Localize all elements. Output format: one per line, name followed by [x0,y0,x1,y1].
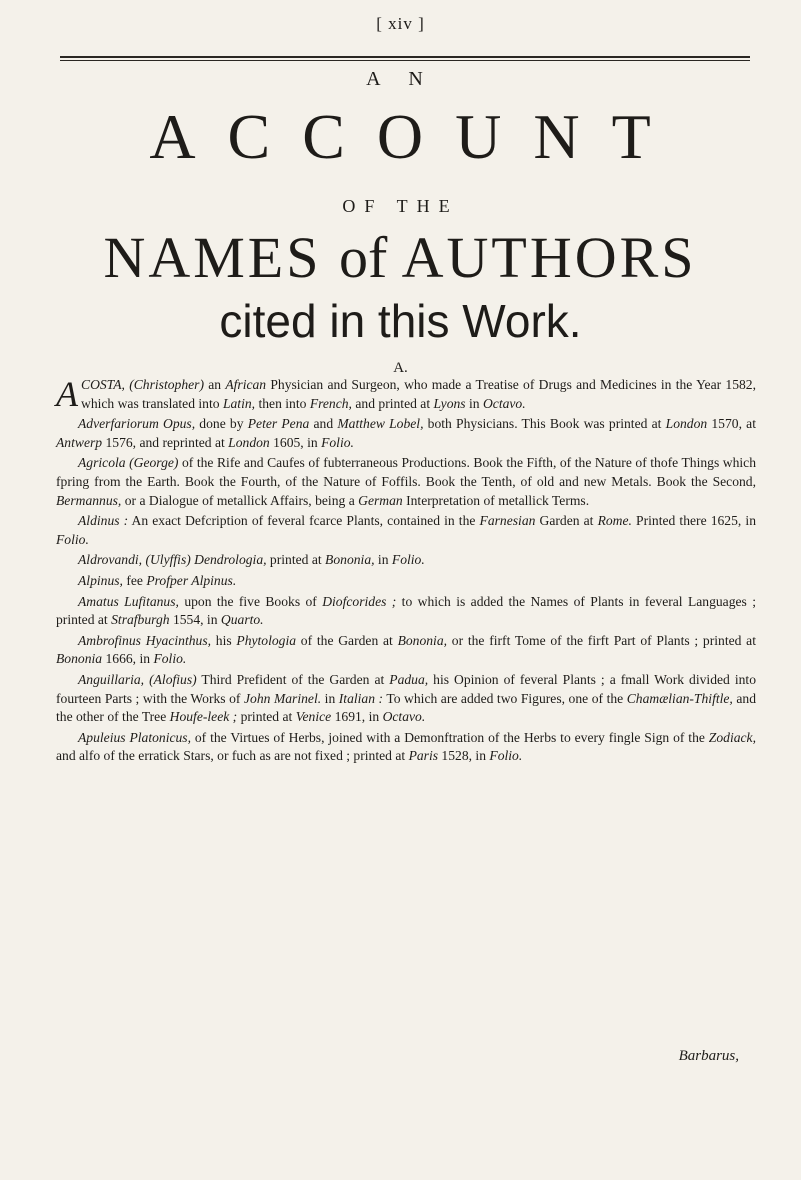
entry-italic-text: African [225,377,267,392]
entry-text: 1605, in [269,434,322,450]
title-word-authors: AUTHORS [401,225,697,290]
entry-text: then into [255,395,310,411]
entry-italic-text: Quarto. [220,612,264,628]
entry-italic-text: Zodiack, [708,729,756,745]
entry-italic-text: Folio. [391,552,425,568]
entry-text: in [374,552,392,568]
entry-text: of the Rife and Caufes of fubterraneous Productions. Book the Fifth, of the Nature of thofe Things which fpring from the Earth. Book the Fourth, of the Nature of Foffils. Book the Tenth, of old and new Metals. Book the Second, [56,455,757,489]
entry-italic-text: Folio. [489,748,523,764]
title-line-cited: cited in this Work. [219,295,582,347]
entry-italic-text: Farnesian [479,513,536,529]
entry-italic-text: John Marinel. [243,690,322,706]
entry-text: Interpretation of metallick Terms. [402,492,590,508]
entry-italic-text: Padua, [389,671,429,687]
entry-text: Printed there 1625, in [631,513,756,529]
entry-text: his [211,632,237,648]
header-rule-thin [60,60,750,61]
header-rule-thick [60,56,750,58]
entry-italic-text: Aldinus : [78,513,129,529]
entry-italic-text: Houfe-leek ; [169,709,238,725]
drop-cap: A [56,374,78,414]
author-entry [56,572,756,591]
author-entry [56,512,756,549]
entry-italic-text: Octavo. [482,395,526,411]
title-line-names-of-authors [40,224,760,292]
entry-text: 1528, in [438,748,490,764]
entry-italic-text: Adverfariorum Opus, [78,416,196,432]
entry-italic-text: Strafburgh [111,612,170,628]
entry-text: printed at [266,552,326,568]
entry-text: 1691, in [331,709,383,725]
entry-italic-text: Antwerp [56,434,103,450]
entry-text: upon the five Books of [178,593,323,609]
author-entries [56,376,756,768]
entry-italic-text: Bononia, [397,632,448,648]
entry-text: in [321,690,339,706]
entry-italic-text: Agricola (George) [78,455,179,471]
entry-text: both Physicians. This Book was printed at [423,416,666,432]
entry-italic-text: Anguillaria, (Alofius) [78,671,197,687]
author-entry [56,593,756,630]
entry-text: printed at [237,709,296,725]
entry-text: and alfo of the erratick Stars, or fuch as are not fixed ; printed at [56,748,409,764]
entry-italic-text: Bononia [56,651,103,667]
author-entry [56,729,756,766]
entry-text: Physician and Surgeon, who made a Treatise of Drugs and Medicines in the Year 1582, which was translated into [81,377,756,411]
entry-italic-text: Matthew Lobel, [337,416,424,432]
entry-text: and [309,416,338,432]
author-entry [56,376,756,413]
title-word-of: of [338,225,388,290]
entry-text: Garden at [535,513,598,529]
entry-text: to which is added the Names of Plants in feveral Languages ; printed at [56,593,756,628]
entry-text: 1666, in [102,651,154,667]
title-line-account: ACCOUNT [149,101,683,172]
entry-italic-text: Rome. [597,513,632,529]
entry-text: Third Prefident of the Garden at [196,671,390,687]
entry-name: COSTA, [81,377,125,392]
entry-italic-text: Alpinus, [78,572,123,588]
entry-italic-text: Ambrofinus Hyacinthus, [78,632,212,648]
author-entry [56,454,756,510]
author-entry [56,415,756,452]
entry-italic-text: French, [309,395,352,411]
title-word-names: NAMES [103,225,322,290]
author-entry [56,671,756,727]
entry-italic-text: Chamælian-Thiftle, [626,690,733,706]
entry-italic-text: Profper Alpinus. [146,572,237,588]
author-entry [56,632,756,669]
entry-text: his Opinion of feveral Plants ; a fmall Work divided into fourteen Parts ; with the Works of [56,671,756,706]
entry-text: or a Dialogue of metallick Affairs, being a [121,492,359,508]
entry-text: of the Garden at [296,632,398,648]
entry-italic-text: Phytologia [236,632,297,648]
entry-italic-text: London [665,416,708,432]
entry-italic-text: Diofcorides ; [322,593,397,609]
entry-italic-text: Apuleius Platonicus, [78,729,191,745]
entry-italic-text: Octavo. [382,709,426,725]
entry-text: done by [195,416,248,432]
entry-italic-text: Folio. [56,531,89,547]
entry-italic-text: Lyons [433,395,466,411]
entry-italic-text: Aldrovandi, (Ulyffis) Dendrologia, [78,552,267,568]
entry-text: 1554, in [169,612,221,628]
entry-italic-text: Amatus Lufitanus, [78,593,179,609]
entry-italic-text: Bononia, [325,552,375,568]
entry-italic-text: Bermannus, [56,492,122,508]
entry-italic-text: Folio. [321,434,354,450]
entry-italic-text: London [228,434,270,450]
entry-text: To which are added two Figures, one of the [383,690,627,706]
title-line-an: A N [366,68,435,90]
entry-italic-text: Peter Pena [247,416,310,432]
entry-italic-text: German [358,492,403,508]
entry-italic-text: Folio. [153,651,187,667]
entry-text: 1570, at [707,416,756,432]
title-line-of-the: OF THE [342,196,459,216]
section-letter: A. [393,360,408,376]
entry-italic-text: Paris [408,748,439,764]
entry-text: An exact Defcription of feveral fcarce Plants, contained in the [128,513,480,529]
catchword: Barbarus, [678,1048,739,1064]
entry-italic-text: Italian : [338,690,384,706]
entry-text: or the firft Tome of the firft Part of Plants ; printed at [447,632,756,648]
entry-text: and the other of the Tree [56,690,757,725]
entry-text: fee [122,572,147,588]
entry-italic-text: Latin, [222,395,256,411]
entry-text: of the Virtues of Herbs, joined with a Demonftration of the Herbs to every fingle Sign of the [191,729,709,745]
page-number: [ xiv ] [376,14,425,33]
entry-text: an [203,377,226,392]
entry-given-name: (Christopher) [129,377,204,392]
entry-text: 1576, and reprinted at [102,434,229,450]
entry-italic-text: Venice [295,709,332,725]
author-entry [56,551,756,570]
entry-text: in [465,395,483,411]
entry-text: and printed at [351,395,434,411]
